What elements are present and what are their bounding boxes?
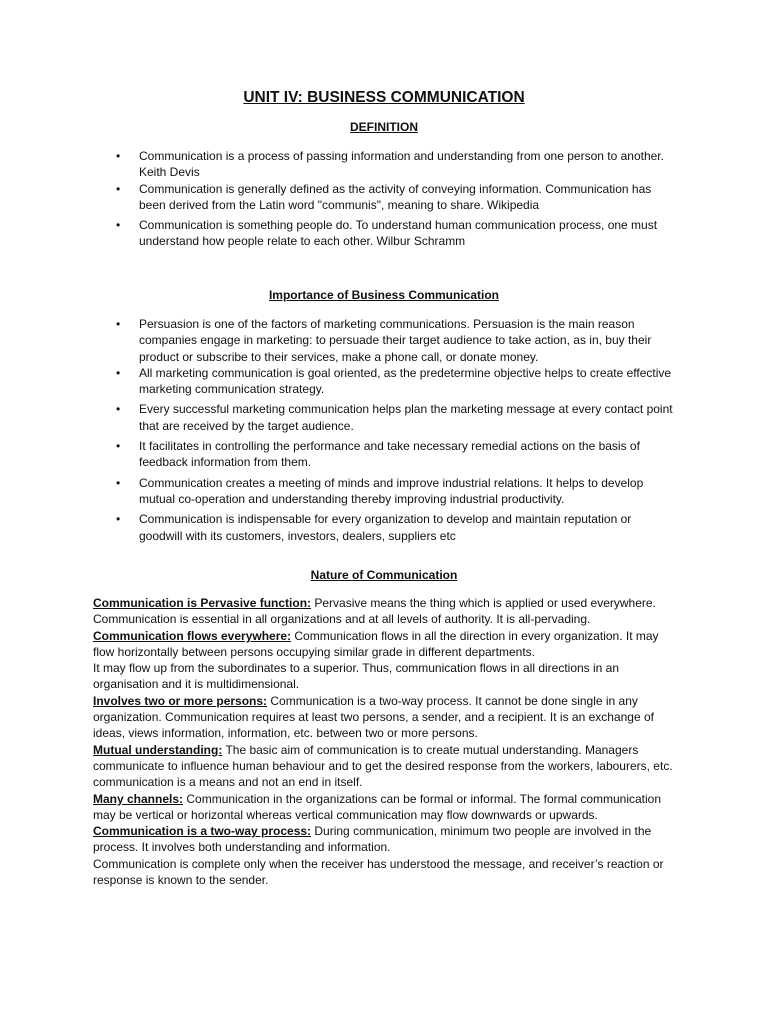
nature-paragraph [93,693,678,742]
paragraph-text: Communication is a two-way process. It cannot be done single in any organization. Communication requires at least two persons, a sender, and a recipient. It is an exchange of ideas, views information, information, etc. between two or more persons. [93,693,654,741]
nature-paragraph [93,628,678,661]
list-item-text: Communication is something people do. To understand human communication process, one must understand how people relate to each other. Wilbur Schramm [139,218,658,249]
list-item [116,438,676,471]
list-item [116,475,676,508]
bullet-icon: • [116,317,121,331]
list-item [116,365,676,398]
bullet-icon: • [116,475,121,490]
paragraph-lead: Involves two or more persons: [93,693,268,708]
paragraph-text: Communication flows in all the direction in every organization. It may flow horizontally between persons occupying similar grade in different departments. [93,628,659,659]
paragraph-lead: Communication flows everywhere: [93,628,292,643]
nature-paragraph [93,660,678,693]
list-item-text: Communication creates a meeting of minds and improve industrial relations. It helps to develop mutual co-operation and understanding thereby improving industrial productivity. [139,475,644,506]
definition-heading: DEFINITION [350,120,418,134]
paragraph-lead: Communication is a two-way process: [93,824,312,839]
bullet-icon: • [116,439,121,454]
list-item-text: Communication is a process of passing information and understanding from one person to another. Keith Devis [139,149,664,180]
list-item [116,181,676,214]
nature-heading: Nature of Communication [310,568,458,582]
bullet-icon: • [116,512,121,527]
paragraph-text: It may flow up from the subordinates to a superior. Thus, communication flows in all directions in an organisation and it is multidimensional. [93,661,620,692]
document-title: UNIT IV: BUSINESS COMMUNICATION [243,89,525,106]
nature-paragraph [93,823,678,856]
list-item-text: Communication is indispensable for every organization to develop and maintain reputation or goodwill with its customers, investors, dealers, suppliers etc [139,512,632,543]
list-item [116,511,676,544]
bullet-icon: • [116,149,121,163]
bullet-icon: • [116,365,121,380]
importance-list [116,316,676,544]
list-item-text: Every successful marketing communication helps plan the marketing message at every contact point that are received by the target audience. [139,402,673,433]
list-item [116,401,676,434]
list-item-text: All marketing communication is goal oriented, as the predetermine objective helps to create effective marketing communication strategy. [139,365,672,397]
paragraph-text: During communication, minimum two people are involved in the process. It involves both understanding and information. [93,824,652,855]
nature-body [93,595,678,888]
paragraph-lead: Mutual understanding: [93,742,223,757]
paragraph-text: Communication is complete only when the receiver has understood the message, and receiver’s reaction or response is known to the sender. [93,856,664,888]
definition-list [116,148,676,250]
list-item-text: It facilitates in controlling the performance and take necessary remedial actions on the basis of feedback information from them. [139,439,640,470]
importance-heading: Importance of Business Communication [268,288,500,302]
list-item [116,316,676,365]
bullet-icon: • [116,181,121,196]
paragraph-text: Communication in the organizations can be formal or informal. The formal communication may be vertical or horizontal whereas vertical communication may flow downwards or upwards. [93,791,662,822]
nature-paragraph [93,791,678,824]
list-item-text: Communication is generally defined as the activity of conveying information. Communication has been derived from the Latin word "communis", meaning to share. Wikipedia [139,181,652,212]
paragraph-text: The basic aim of communication is to create mutual understanding. Managers communicate to influence human behaviour and to get the desired response from the workers, labourers, etc. communication is a means and not an end in itself. [93,742,673,790]
nature-paragraph [93,856,678,889]
paragraph-text: Pervasive means the thing which is applied or used everywhere. Communication is essential in all organizations and at all levels of authority. It is all-pervading. [93,596,656,627]
list-item [116,148,676,181]
paragraph-lead: Communication is Pervasive function: [93,596,312,610]
paragraph-lead: Many channels: [93,791,184,806]
bullet-icon: • [116,218,121,233]
list-item-text: Persuasion is one of the factors of marketing communications. Persuasion is the main reason companies engage in marketing: to persuade their target audience to take action, as in, buy their product or subscribe to their services, make a phone call, or donate money. [139,317,652,364]
list-item [116,217,676,250]
bullet-icon: • [116,402,121,417]
nature-paragraph [93,742,678,791]
nature-paragraph [93,595,678,628]
